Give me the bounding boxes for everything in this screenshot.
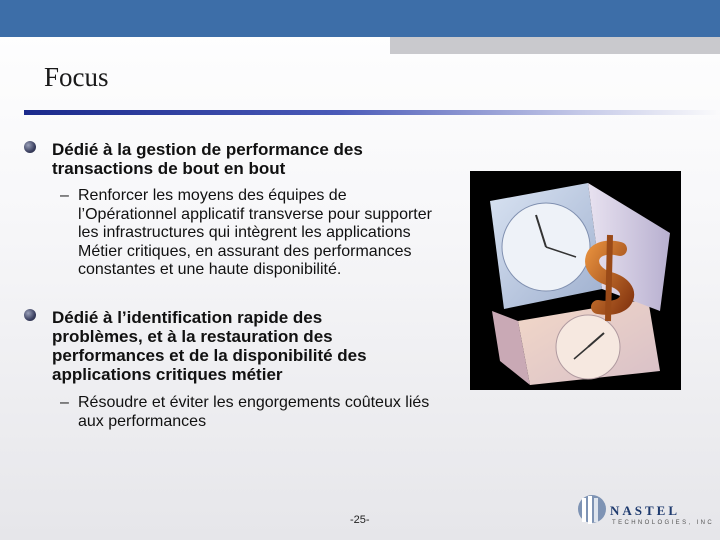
- page-number: -25-: [350, 514, 370, 526]
- sub-bullet-text-1: Renforcer les moyens des équipes de l’Opérationnel applicatif transverse pour supporter les infrastructures qui intègrent les applications Métier critiques, en assurant des performances constantes et une haute disponibilité.: [78, 187, 432, 278]
- title-rule: [24, 110, 720, 115]
- sub-bullet-dash: –: [60, 187, 69, 204]
- header-accent: [390, 37, 720, 54]
- bullet-icon: [24, 309, 36, 321]
- bullet-icon: [24, 141, 36, 153]
- clock-box-image: [470, 171, 681, 390]
- logo-name: NASTEL: [610, 503, 681, 518]
- header-bar: [0, 0, 720, 37]
- clock-box-illustration: [470, 171, 681, 390]
- bullet-text-2: Dédié à l’identification rapide des problèmes, et à la restauration des performances et de la disponibilité des applications critiques métier: [52, 308, 367, 384]
- slide-title: Focus: [44, 62, 109, 92]
- logo-tagline: TECHNOLOGIES, INC: [612, 520, 715, 526]
- sub-bullet-text-2: Résoudre et éviter les engorgements coûteux liés aux performances: [78, 394, 430, 430]
- bullet-text-1: Dédié à la gestion de performance des transactions de bout en bout: [52, 140, 363, 178]
- sub-bullet-dash: –: [60, 394, 69, 411]
